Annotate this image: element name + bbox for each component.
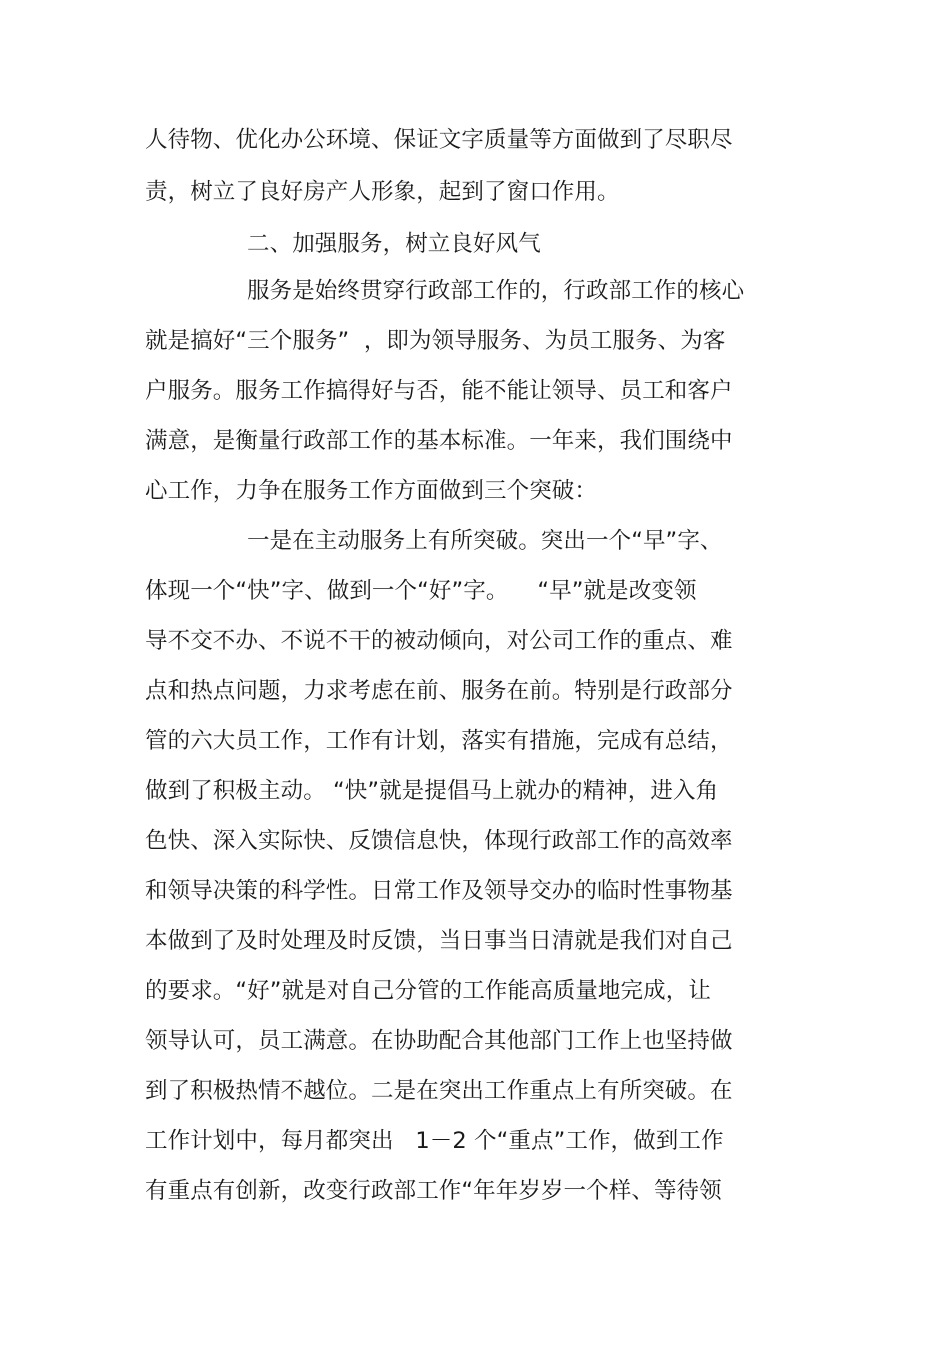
paragraph-first-line: 服务是始终贯穿行政部工作的，行政部工作的核心 — [247, 278, 745, 304]
body-text-line: 满意，是衡量行政部工作的基本标准。一年来，我们围绕中 — [145, 428, 733, 454]
body-text-line: 人待物、优化办公环境、保证文字质量等方面做到了尽职尽 — [145, 127, 733, 153]
body-text-line: 体现一个“快”字、做到一个“好”字。 “早”就是改变领 — [145, 578, 697, 604]
body-text-line: 工作计划中，每月都突出 1－2 个“重点”工作，做到工作 — [145, 1128, 724, 1154]
paragraph-first-line: 一是在主动服务上有所突破。突出一个“早”字、 — [247, 528, 723, 554]
body-text-line: 的要求。“好”就是对自己分管的工作能高质量地完成，让 — [145, 978, 711, 1004]
body-text-line: 本做到了及时处理及时反馈，当日事当日清就是我们对自己 — [145, 928, 733, 954]
body-text-line: 户服务。服务工作搞得好与否，能不能让领导、员工和客户 — [145, 378, 733, 404]
body-text-line: 管的六大员工作，工作有计划，落实有措施，完成有总结， — [145, 728, 733, 754]
body-text-line: 做到了积极主动。 “快”就是提倡马上就办的精神，进入角 — [145, 778, 719, 804]
body-text-line: 导不交不办、不说不干的被动倾向，对公司工作的重点、难 — [145, 628, 733, 654]
section-heading: 二、加强服务，树立良好风气 — [247, 231, 541, 257]
body-text-line: 责，树立了良好房产人形象，起到了窗口作用。 — [145, 179, 620, 205]
body-text-line: 色快、深入实际快、反馈信息快，体现行政部工作的高效率 — [145, 828, 733, 854]
body-text-line: 就是搞好“三个服务” ，即为领导服务、为员工服务、为客 — [145, 328, 726, 354]
body-text-line: 心工作，力争在服务工作方面做到三个突破： — [145, 478, 598, 504]
body-text-line: 有重点有创新，改变行政部工作“年年岁岁一个样、等待领 — [145, 1178, 722, 1204]
body-text-line: 点和热点问题，力求考虑在前、服务在前。特别是行政部分 — [145, 678, 733, 704]
body-text-line: 领导认可，员工满意。在协助配合其他部门工作上也坚持做 — [145, 1028, 733, 1054]
body-text-line: 到了积极热情不越位。二是在突出工作重点上有所突破。在 — [145, 1078, 733, 1104]
body-text-line: 和领导决策的科学性。日常工作及领导交办的临时性事物基 — [145, 878, 733, 904]
